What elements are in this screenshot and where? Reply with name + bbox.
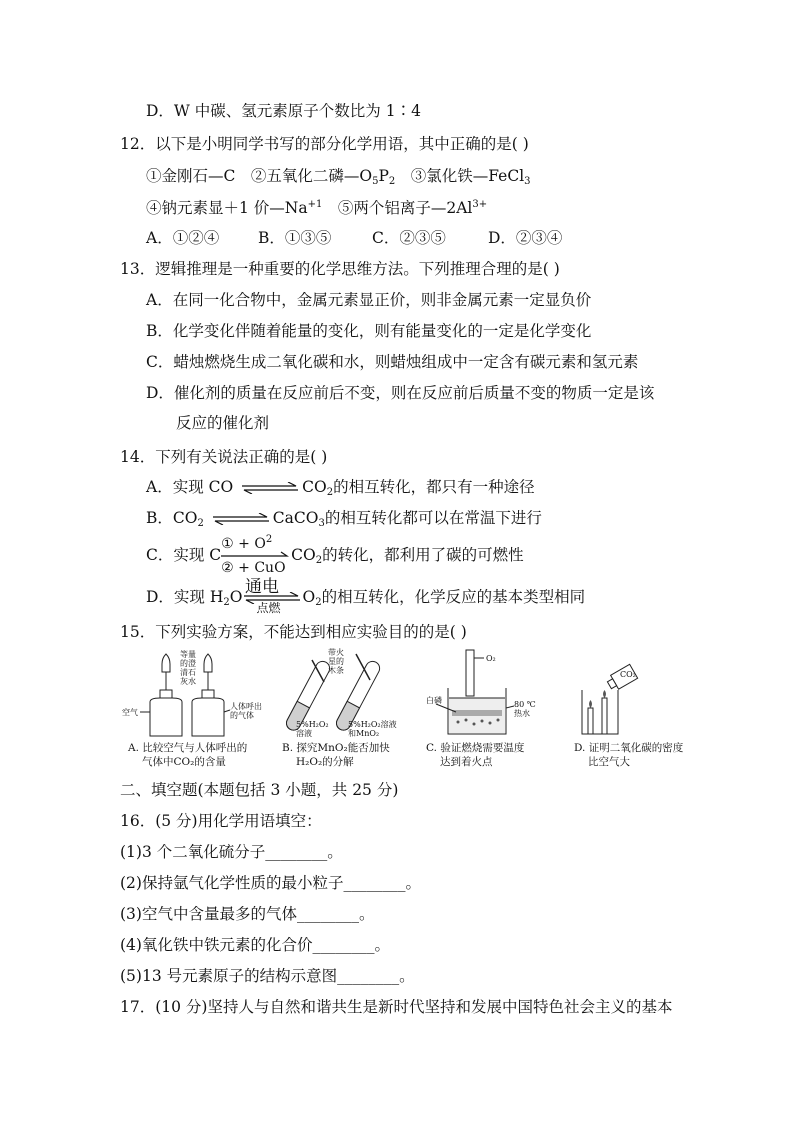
figure-d-bottle-label: CO₂: [620, 670, 636, 679]
q17-stem: 17．(10 分)坚持人与自然和谐共生是新时代坚持和发展中国特色社会主义的基本: [120, 998, 673, 1016]
q13-option-c: C．蜡烛燃烧生成二氧化碳和水，则蜡烛组成中一定含有碳元素和氢元素: [146, 353, 639, 371]
q12-line2: ④钠元素显＋1 价$—Na^{+1}$ ⑤两个铝离子$—2Al^{3+}$: [146, 199, 488, 217]
figure-a-left-label: 空气: [122, 708, 138, 717]
figure-b-left-tube-label: 5%H₂O₂ 溶液: [296, 720, 329, 738]
figure-d-candles: [574, 660, 654, 740]
conversion-conditions: ① + $O^2$ ② + CuO: [221, 534, 286, 576]
q13-option-d-line1: D．催化剂的质量在反应前后不变，则在反应前后质量不变的物质一定是该: [146, 384, 655, 402]
figure-b-top-label: 带火 星的 木条: [328, 648, 344, 675]
q13-option-b: B．化学变化伴随着能量的变化，则有能量变化的一定是化学变化: [146, 322, 592, 340]
q12-option-a: A．①②④: [146, 229, 220, 247]
q12-option-b: B．①③⑤: [258, 229, 332, 247]
figure-c-left-label: 白磷: [426, 696, 442, 705]
q11-option-d: D．W 中碳、氢元素原子个数比为 1∶4: [146, 102, 421, 120]
figure-a-right-label: 人体呼出 的气体: [230, 702, 262, 720]
q16-item-1: (1)3 个二氧化硫分子________。: [120, 843, 343, 861]
q16-stem: 16．(5 分)用化学用语填空：: [120, 812, 322, 830]
q14-option-d: D．实现 $H_2O$ 点燃 $O_2$的相互转化，化学反应的基本类型相同: [146, 587, 585, 607]
q14-option-c: C．实现 C ① + $O^2$ ② + CuO $CO_2$的转化，都利用了碳的可燃性: [146, 534, 524, 576]
section-title: 二、填空题(本题包括 3 小题，共 25 分): [120, 781, 399, 799]
q16-item-3: (3)空气中含量最多的气体________。: [120, 905, 375, 923]
q12-stem: 12．以下是小明同学书写的部分化学用语，其中正确的是( ): [120, 135, 529, 153]
figure-b-right-tube-label: 5%H₂O₂溶液 和MnO₂: [348, 720, 397, 738]
q14-stem: 14．下列有关说法正确的是( ): [120, 448, 328, 466]
figure-d-caption: D. 证明二氧化碳的密度 比空气大: [574, 742, 684, 768]
q14-d-condition-top: 通电: [245, 577, 279, 597]
figure-b-test-tubes: [278, 648, 398, 740]
figure-c-caption: C. 验证燃烧需要温度 达到着火点: [426, 742, 525, 768]
figure-c-right-label: 80 ℃ 热水: [514, 700, 536, 718]
q14-option-b: B．$CO_2$ CaCO$_3$的相互转化都可以在常温下进行: [146, 509, 542, 529]
figure-a-dropper-label: 等量 的澄 清石 灰水: [180, 650, 196, 686]
q14-d-condition-bottom: 点燃: [256, 601, 281, 615]
figure-c-gas-label: O₂: [486, 654, 496, 663]
figure-a-bottles: [122, 650, 262, 740]
q13-option-a: A．在同一化合物中，金属元素显正价，则非金属元素一定显负价: [146, 291, 592, 309]
reversible-arrow-icon: [211, 513, 271, 525]
figure-a-caption: A. 比较空气与人体呼出的 气体中CO₂的含量: [128, 742, 248, 768]
q12-option-d: D．②③④: [488, 229, 563, 247]
q13-option-d-line2: 反应的催化剂: [176, 414, 270, 432]
q14-option-a: A．实现 CO $CO_2$的相互转化，都只有一种途径: [146, 478, 535, 498]
reversible-arrow-icon: [240, 482, 300, 494]
figure-b-caption: B. 探究MnO₂能否加快 H₂O₂的分解: [282, 742, 390, 768]
q16-item-2: (2)保持氩气化学性质的最小粒子________。: [120, 874, 421, 892]
figure-c-beaker: [422, 648, 536, 740]
q12-option-c: C．②③⑤: [372, 229, 446, 247]
q15-stem: 15．下列实验方案，不能达到相应实验目的的是( ): [120, 623, 467, 641]
q12-line1: ①金刚石—C ②五氧化二磷$—O_5P_2$ ③氯化铁—FeCl$_3$: [146, 167, 531, 187]
q16-item-5: (5)13 号元素原子的结构示意图________。: [120, 967, 415, 985]
q16-item-4: (4)氧化铁中铁元素的化合价________。: [120, 936, 390, 954]
q13-stem: 13．逻辑推理是一种重要的化学思维方法。下列推理合理的是( ): [120, 260, 560, 278]
